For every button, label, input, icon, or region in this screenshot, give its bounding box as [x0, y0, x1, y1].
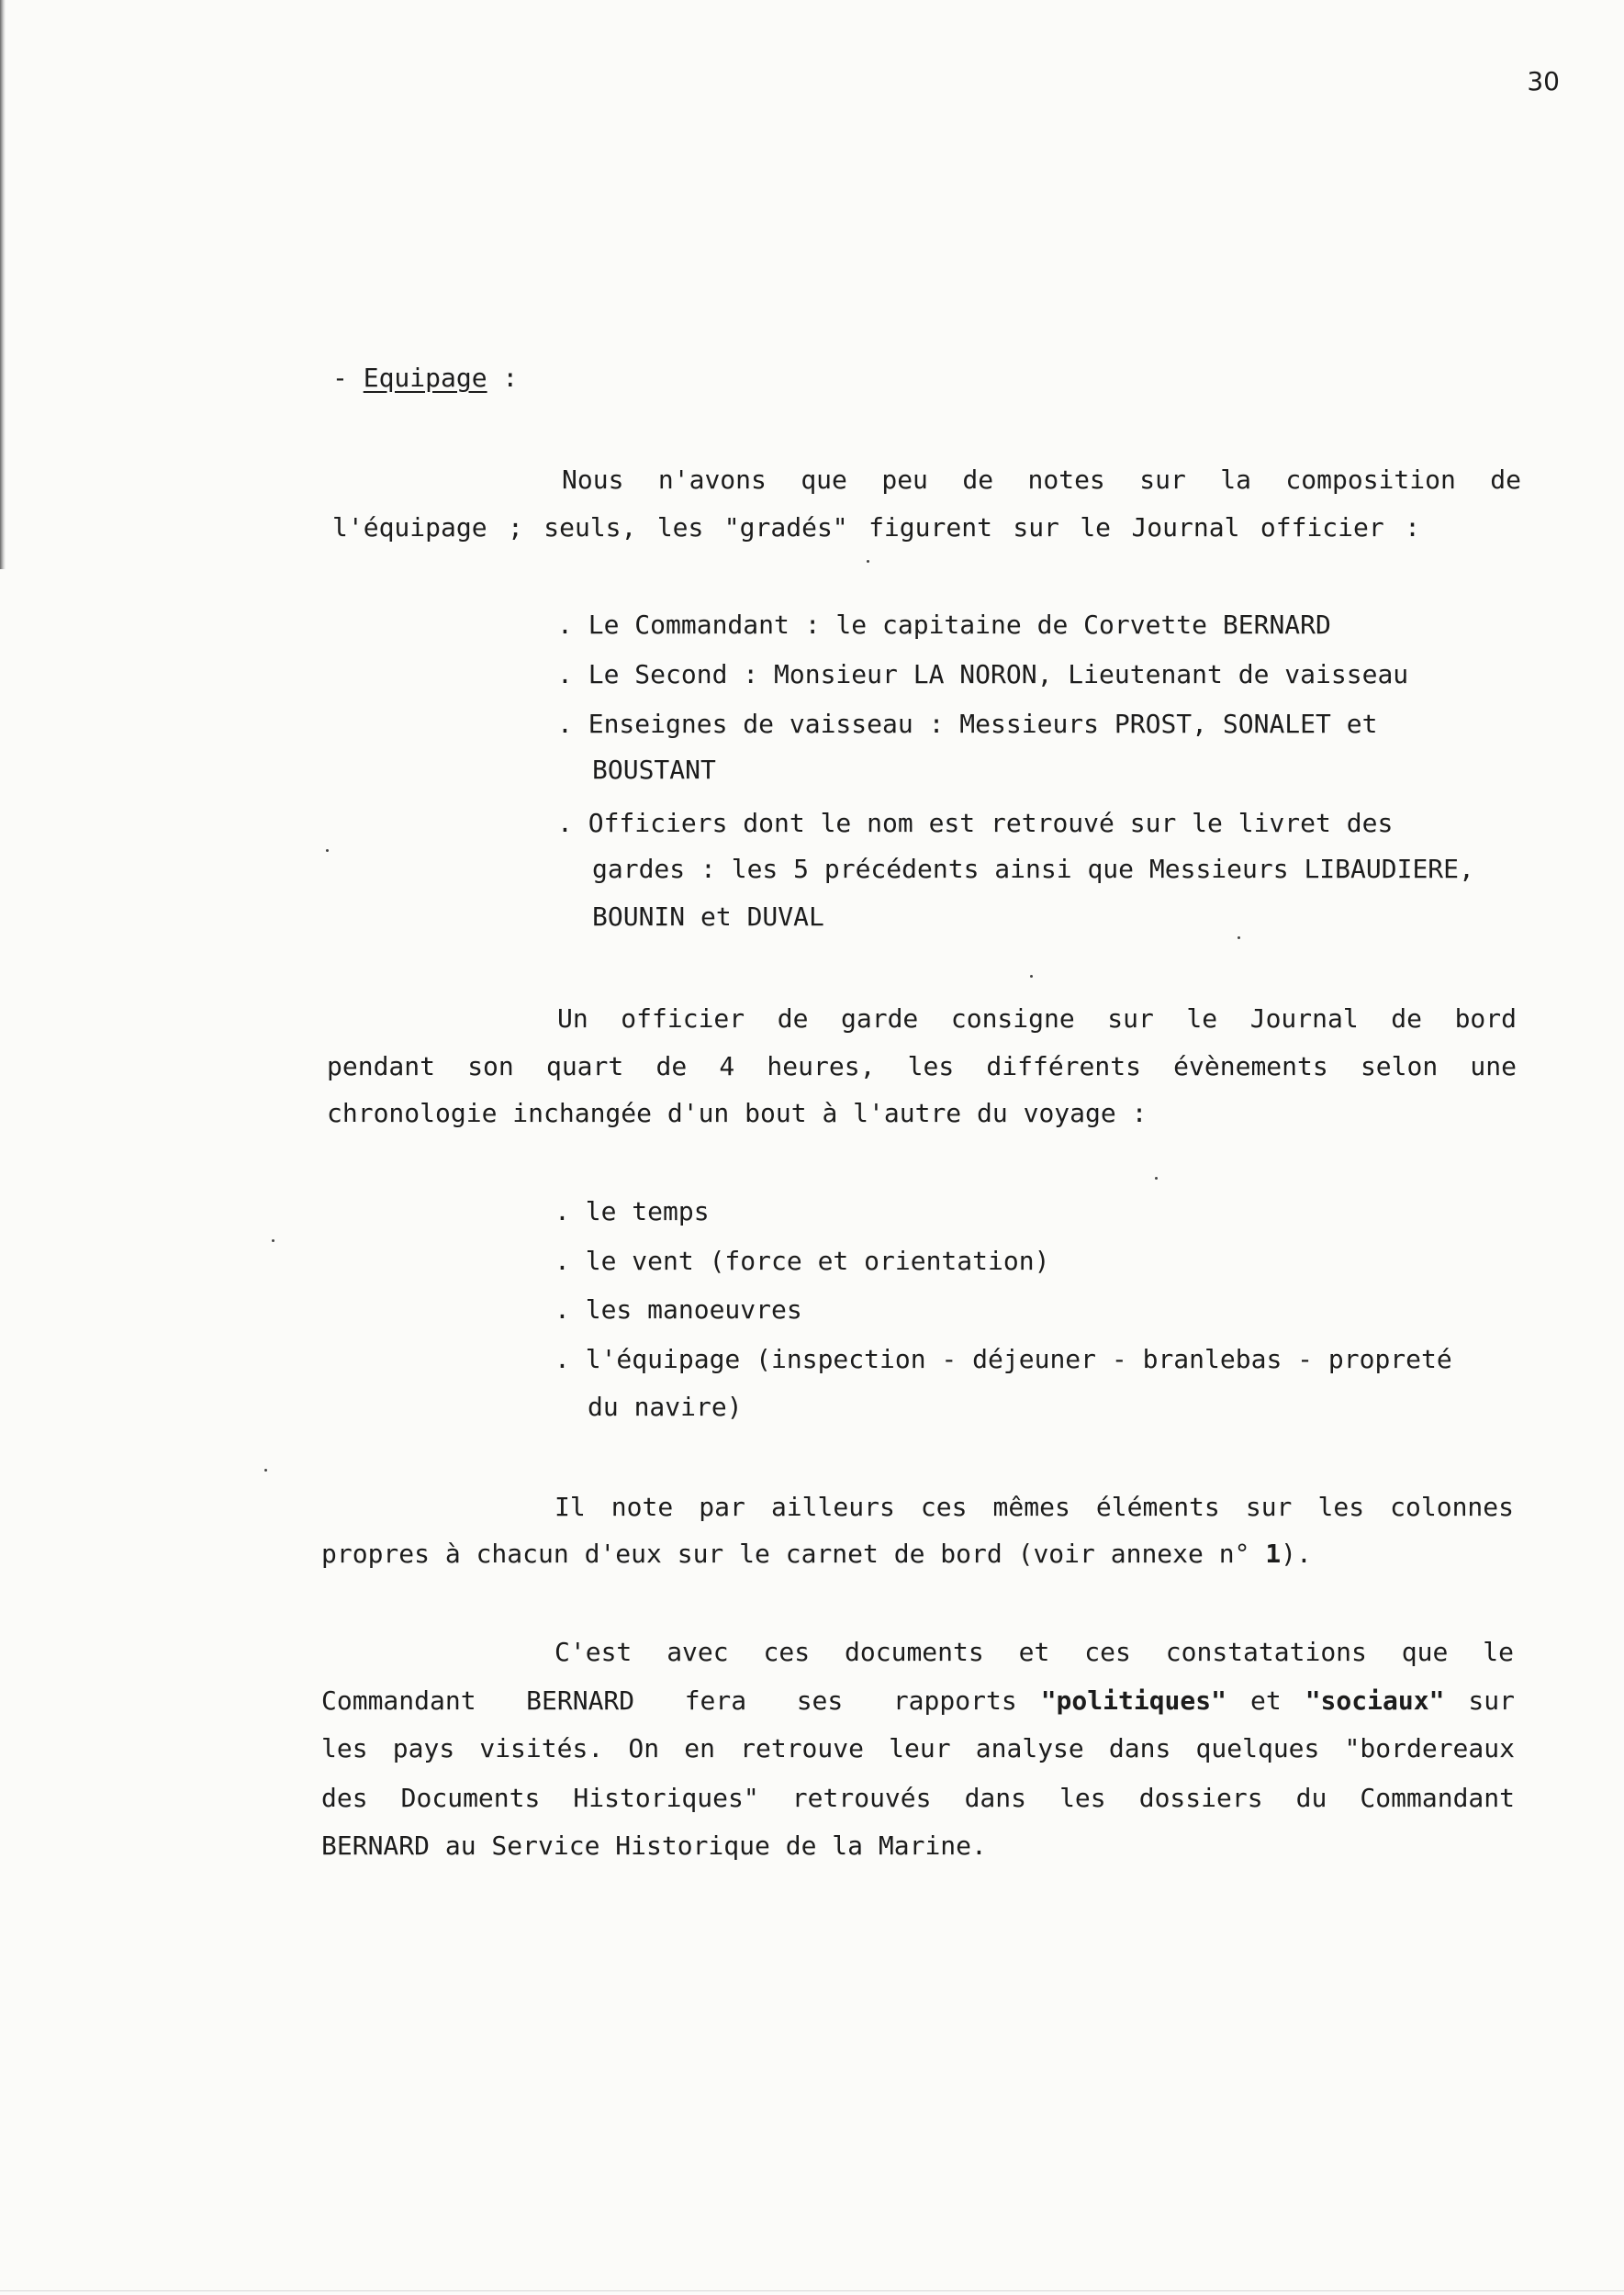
officer-item-officiers-cont-1: gardes : les 5 précédents ainsi que Messieurs LIBAUDIERE, [592, 854, 1474, 884]
paragraph-3-line-2 [321, 1539, 1312, 1570]
section-heading [332, 363, 518, 394]
officer-item-enseignes-cont: BOUSTANT [592, 755, 716, 785]
event-item-equipage: . l'équipage (inspection - déjeuner - branlebas - propreté [554, 1344, 1452, 1374]
paragraph-3-line-2-text: propres à chacun d'eux sur le carnet de bord (voir annexe n° [321, 1539, 1250, 1569]
scan-speck [1238, 936, 1240, 939]
officer-item-officiers-cont-2: BOUNIN et DUVAL [592, 901, 824, 932]
sociaux-word: "sociaux" [1305, 1685, 1445, 1716]
officer-item-enseignes: . Enseignes de vaisseau : Messieurs PROST, SONALET et [557, 709, 1378, 739]
event-item-manoeuvres: . les manoeuvres [554, 1294, 802, 1325]
paragraph-4-line-2-c: et [1249, 1685, 1282, 1716]
page-number: 30 [1527, 66, 1560, 96]
heading-colon: : [487, 363, 519, 393]
paragraph-2-line-3: chronologie inchangée d'un bout à l'autre du voyage : [327, 1098, 1148, 1128]
paragraph-4-line-2 [321, 1685, 1515, 1717]
paragraph-3-line-2-end: ). [1281, 1539, 1312, 1569]
paragraph-4-line-5: BERNARD au Service Historique de la Marine. [321, 1830, 987, 1861]
annex-number: 1 [1265, 1539, 1282, 1569]
scan-bottom-edge [0, 2290, 1624, 2291]
paragraph-4-line-2-a: Commandant BERNARD fera ses rapports [321, 1685, 1017, 1716]
scan-speck [1155, 1177, 1158, 1180]
paragraph-4-line-4: des Documents Historiques" retrouvés dans les dossiers du Commandant [321, 1783, 1515, 1813]
scan-speck [867, 560, 869, 563]
officer-item-second: . Le Second : Monsieur LA NORON, Lieutenant de vaisseau [557, 659, 1409, 689]
paragraph-4-line-3: les pays visités. On en retrouve leur analyse dans quelques "bordereaux [321, 1733, 1515, 1763]
scan-binding-edge [0, 0, 6, 569]
paragraph-4-line-1: C'est avec ces documents et ces constatations que le [554, 1637, 1514, 1667]
paragraph-3-line-1: Il note par ailleurs ces mêmes éléments sur les colonnes [554, 1492, 1514, 1522]
event-item-vent: . le vent (force et orientation) [554, 1246, 1050, 1276]
politiques-word: "politiques" [1040, 1685, 1226, 1716]
officer-item-commandant: . Le Commandant : le capitaine de Corvette BERNARD [557, 610, 1331, 640]
scan-speck [326, 849, 329, 852]
paragraph-2-line-2: pendant son quart de 4 heures, les différents évènements selon une [327, 1051, 1517, 1081]
event-item-equipage-cont: du navire) [588, 1392, 743, 1422]
event-item-temps: . le temps [554, 1196, 710, 1226]
paragraph-1-line-2: l'équipage ; seuls, les "gradés" figurent sur le Journal officier : [332, 512, 1420, 543]
heading-dash: - [332, 363, 364, 393]
officer-item-officiers: . Officiers dont le nom est retrouvé sur le livret des [557, 808, 1394, 838]
paragraph-1-line-1: Nous n'avons que peu de notes sur la composition de [562, 465, 1521, 495]
heading-title: Equipage [363, 363, 487, 393]
paragraph-2-line-1: Un officier de garde consigne sur le Journal de bord [557, 1003, 1517, 1034]
paragraph-4-line-2-e: sur [1468, 1685, 1515, 1716]
scan-speck [272, 1239, 274, 1242]
scan-speck [264, 1469, 267, 1472]
scan-speck [1030, 975, 1033, 978]
